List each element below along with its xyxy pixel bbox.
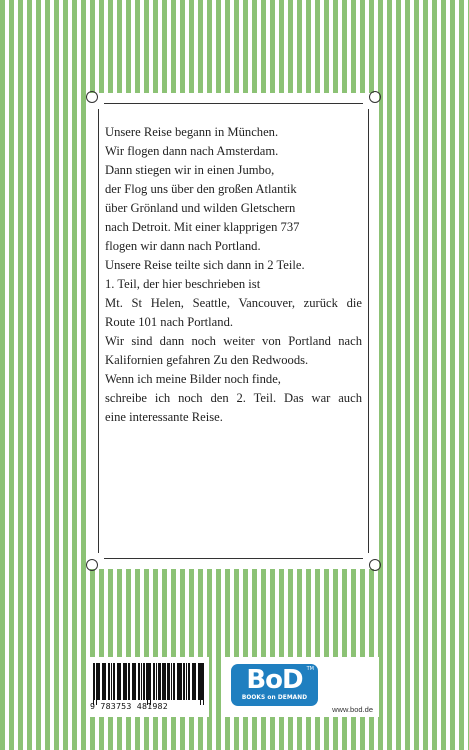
blurb-line: Unsere Reise teilte sich dann in 2 Teile.: [105, 258, 305, 272]
barcode-guard-bar: [96, 663, 97, 705]
blurb-line: Wir sind dann noch weiter von Portland nach: [105, 334, 362, 348]
blurb-line: nach Detroit. Mit einer klapprigen 737: [105, 220, 300, 234]
barcode-guard-bar: [93, 663, 94, 705]
blurb-text: [105, 123, 362, 427]
frame-corner-ornament: [92, 97, 104, 109]
blurb-line: Route 101 nach Portland.: [105, 315, 234, 329]
blurb-line: schreibe ich noch den 2. Teil. Das war auch: [105, 391, 362, 405]
blurb-line: eine interessante Reise.: [105, 410, 223, 424]
bod-trademark: TM: [306, 666, 314, 672]
frame-corner-ornament: [363, 553, 375, 565]
publisher-area: [224, 657, 379, 717]
blurb-line: flogen wir dann nach Portland.: [105, 239, 261, 253]
blurb-line: Kalifornien gefahren Zu den Redwoods.: [105, 353, 309, 367]
barcode-area: [88, 657, 209, 717]
blurb-line: 1. Teil, der hier beschrieben ist: [105, 277, 261, 291]
bod-tagline: BOOKS on DEMAND: [241, 695, 308, 701]
barcode-guard-bar: [203, 663, 204, 705]
barcode-icon: [93, 663, 204, 700]
bod-logo-letters: BoD: [246, 665, 303, 695]
publisher-url: www.bod.de: [332, 705, 373, 714]
barcode-guard-bar: [200, 663, 201, 705]
blurb-line: Wir flogen dann nach Amsterdam.: [105, 144, 279, 158]
blurb-line: Dann stiegen wir in einen Jumbo,: [105, 163, 275, 177]
blurb-line: der Flog uns über den großen Atlantik: [105, 182, 297, 196]
blurb-line: Wenn ich meine Bilder noch finde,: [105, 372, 281, 386]
frame-corner-ornament: [92, 553, 104, 565]
blurb-line: Mt. St Helen, Seattle, Vancouver, zurück die: [105, 296, 362, 310]
blurb-panel: [88, 93, 379, 569]
blurb-line: über Grönland und wilden Gletschern: [105, 201, 296, 215]
barcode-guard-bar: [150, 663, 151, 705]
bod-logo: [231, 664, 318, 706]
frame-corner-ornament: [363, 97, 375, 109]
barcode-guard-bar: [147, 663, 148, 705]
isbn-digits: 9 783753 481982: [90, 701, 168, 711]
blurb-line: Unsere Reise begann in München.: [105, 125, 279, 139]
